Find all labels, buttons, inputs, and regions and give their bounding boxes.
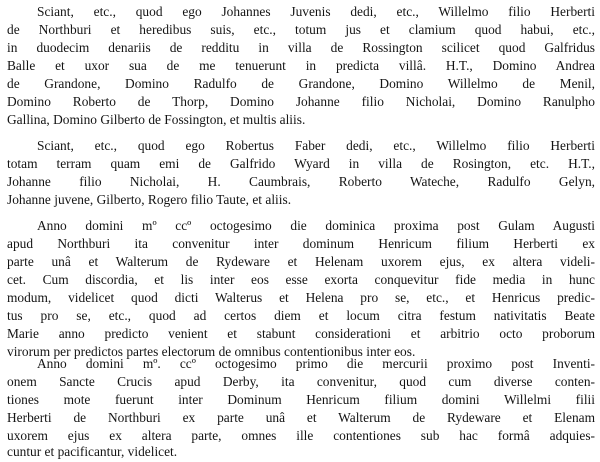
paragraph-2-line-4: Johanne juvene, Gilberto, Rogero filio Taute, et aliis. <box>7 192 292 207</box>
paragraph-2-line-2: totam terram quam emi de Galfrido Wyard in villa de Rosington, etc. H.T., <box>7 156 595 171</box>
paragraph-4-line-1: Anno domini mº. ccº octogesimo primo die mercurii proximo post Inventi- <box>37 356 595 371</box>
paragraph-1-line-4: Balle et uxor sua de me tenuerunt in predicta villâ. H.T., Domino Andrea <box>7 58 595 73</box>
paragraph-1-line-6: Domino Roberto de Thorp, Domino Johanne filio Nicholai, Domino Ranulpho <box>7 94 595 109</box>
paragraph-3-line-4: cet. Cum discordia, et lis inter eos esse exorta conquevitur fide media in hunc <box>7 272 595 287</box>
paragraph-3-line-6: tus pro se, etc., quod ad certos diem et locum citra festum nativitatis Beate <box>7 308 595 323</box>
paragraph-1-line-7: Gallina, Domino Gilberto de Fossington, et multis aliis. <box>7 112 306 127</box>
paragraph-4-line-6: cuntur et pacificantur, videlicet. <box>7 444 178 459</box>
paragraph-3-line-2: apud Northburi ita convenitur inter dominum Henricum filium Herberti ex <box>7 236 595 251</box>
paragraph-4-line-4: Herberti de Northburi ex parte unâ et Walterum de Rydeware et Elenam <box>7 410 595 425</box>
paragraph-2-line-1: Sciant, etc., quod ego Robertus Faber dedi, etc., Willelmo filio Herberti <box>37 138 595 153</box>
paragraph-4-line-5: uxorem ejus ex altera parte, omnes ille contentiones sub hac formâ adquies- <box>7 428 595 443</box>
paragraph-3-line-3: parte unâ et Walterum de Rydeware et Helenam uxorem ejus, ex altera videli- <box>7 254 595 269</box>
paragraph-1-line-2: de Northburi et heredibus suis, etc., totum jus et clamium quod habui, etc., <box>7 22 595 37</box>
paragraph-3-line-7: Marie anno predicto venient et stabunt considerationi et arbitrio octo proborum <box>7 326 595 341</box>
paragraph-3-line-5: modum, videlicet quod dicti Walterus et Helena pro se, etc., et Henricus predic- <box>7 290 595 305</box>
paragraph-1-line-3: in duodecim denariis de redditu in villa de Rossington scilicet quod Galfridus <box>7 40 595 55</box>
paragraph-1-line-1: Sciant, etc., quod ego Johannes Juvenis dedi, etc., Willelmo filio Herberti <box>37 4 595 19</box>
paragraph-1-line-5: de Grandone, Domino Radulfo de Grandone, Domino Willelmo de Menil, <box>7 76 595 91</box>
paragraph-3-line-8: virorum per predictos partes electorum de omnibus contentionibus inter eos. <box>7 344 416 359</box>
paragraph-4-line-3: tiones mote fuerunt inter Dominum Henricum filium domini Willelmi filii <box>7 392 595 407</box>
paragraph-2-line-3: Johanne filio Nicholai, H. Caumbrais, Roberto Wateche, Radulfo Gelyn, <box>7 174 595 189</box>
paragraph-4-line-2: onem Sancte Crucis apud Derby, ita convenitur, quod cum diverse conten- <box>7 374 595 389</box>
paragraph-3-line-1: Anno domini mº ccº octogesimo die dominica proxima post Gulam Augusti <box>37 218 595 233</box>
